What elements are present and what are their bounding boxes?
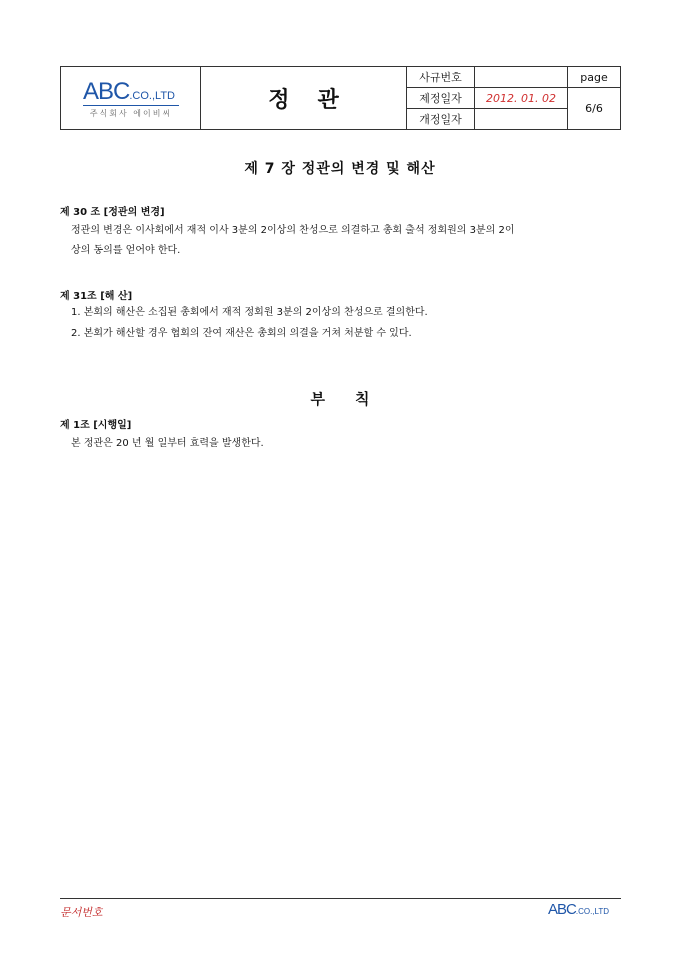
logo-main-text: ABC [83, 78, 130, 105]
footer-logo-suffix: .CO.,LTD [575, 907, 610, 916]
revised-date-label: 개정일자 [407, 109, 475, 129]
document-header [60, 66, 621, 130]
article-31-heading: 제 31조 [해 산] [60, 291, 133, 302]
annex-article-1-text: 본 정관은 20 년 월 일부터 효력을 발생한다. [71, 438, 264, 449]
company-logo [61, 67, 201, 129]
revised-date-value [475, 109, 568, 129]
logo-underline [83, 105, 179, 106]
chapter-title: 제 7 장 정관의 변경 및 해산 [244, 161, 436, 177]
document-title-cell [201, 67, 407, 129]
footer-doc-number: 문서번호 [60, 906, 103, 919]
enacted-date-label: 제정일자 [407, 88, 475, 109]
enacted-date-value: 2012. 01. 02 [475, 88, 568, 109]
annex-title: 부칙 [310, 390, 400, 408]
page-label: page [568, 67, 620, 88]
footer-logo-main: ABC [548, 901, 576, 918]
article-30-line-2: 상의 동의를 얻어야 한다. [71, 245, 181, 256]
footer-logo [548, 901, 609, 919]
rule-number-value [475, 67, 568, 88]
article-31-item-2: 2. 본회가 해산할 경우 협회의 잔여 재산은 총회의 의결을 거쳐 처분할 수 있다. [71, 328, 412, 339]
rule-number-label: 사규번호 [407, 67, 475, 88]
annex-article-1-heading: 제 1조 [시행일] [60, 420, 132, 431]
document-title: 정관 [268, 87, 367, 113]
article-31-item-1: 1. 본회의 해산은 소집된 총회에서 재적 정회원 3분의 2이상의 찬성으로 결의한다. [71, 307, 428, 318]
logo-suffix-text: .CO.,LTD [129, 90, 175, 102]
logo-wordmark [83, 78, 175, 106]
page-number: 6/6 [585, 102, 603, 115]
article-30-heading: 제 30 조 [정관의 변경] [60, 207, 165, 218]
logo-subtitle: 주식회사 에이비씨 [89, 109, 173, 118]
article-30-line-1: 정관의 변경은 이사회에서 재적 이사 3분의 2이상의 찬성으로 의결하고 총회 출석 정회원의 3분의 2이 [71, 225, 515, 236]
footer-divider [60, 898, 621, 899]
